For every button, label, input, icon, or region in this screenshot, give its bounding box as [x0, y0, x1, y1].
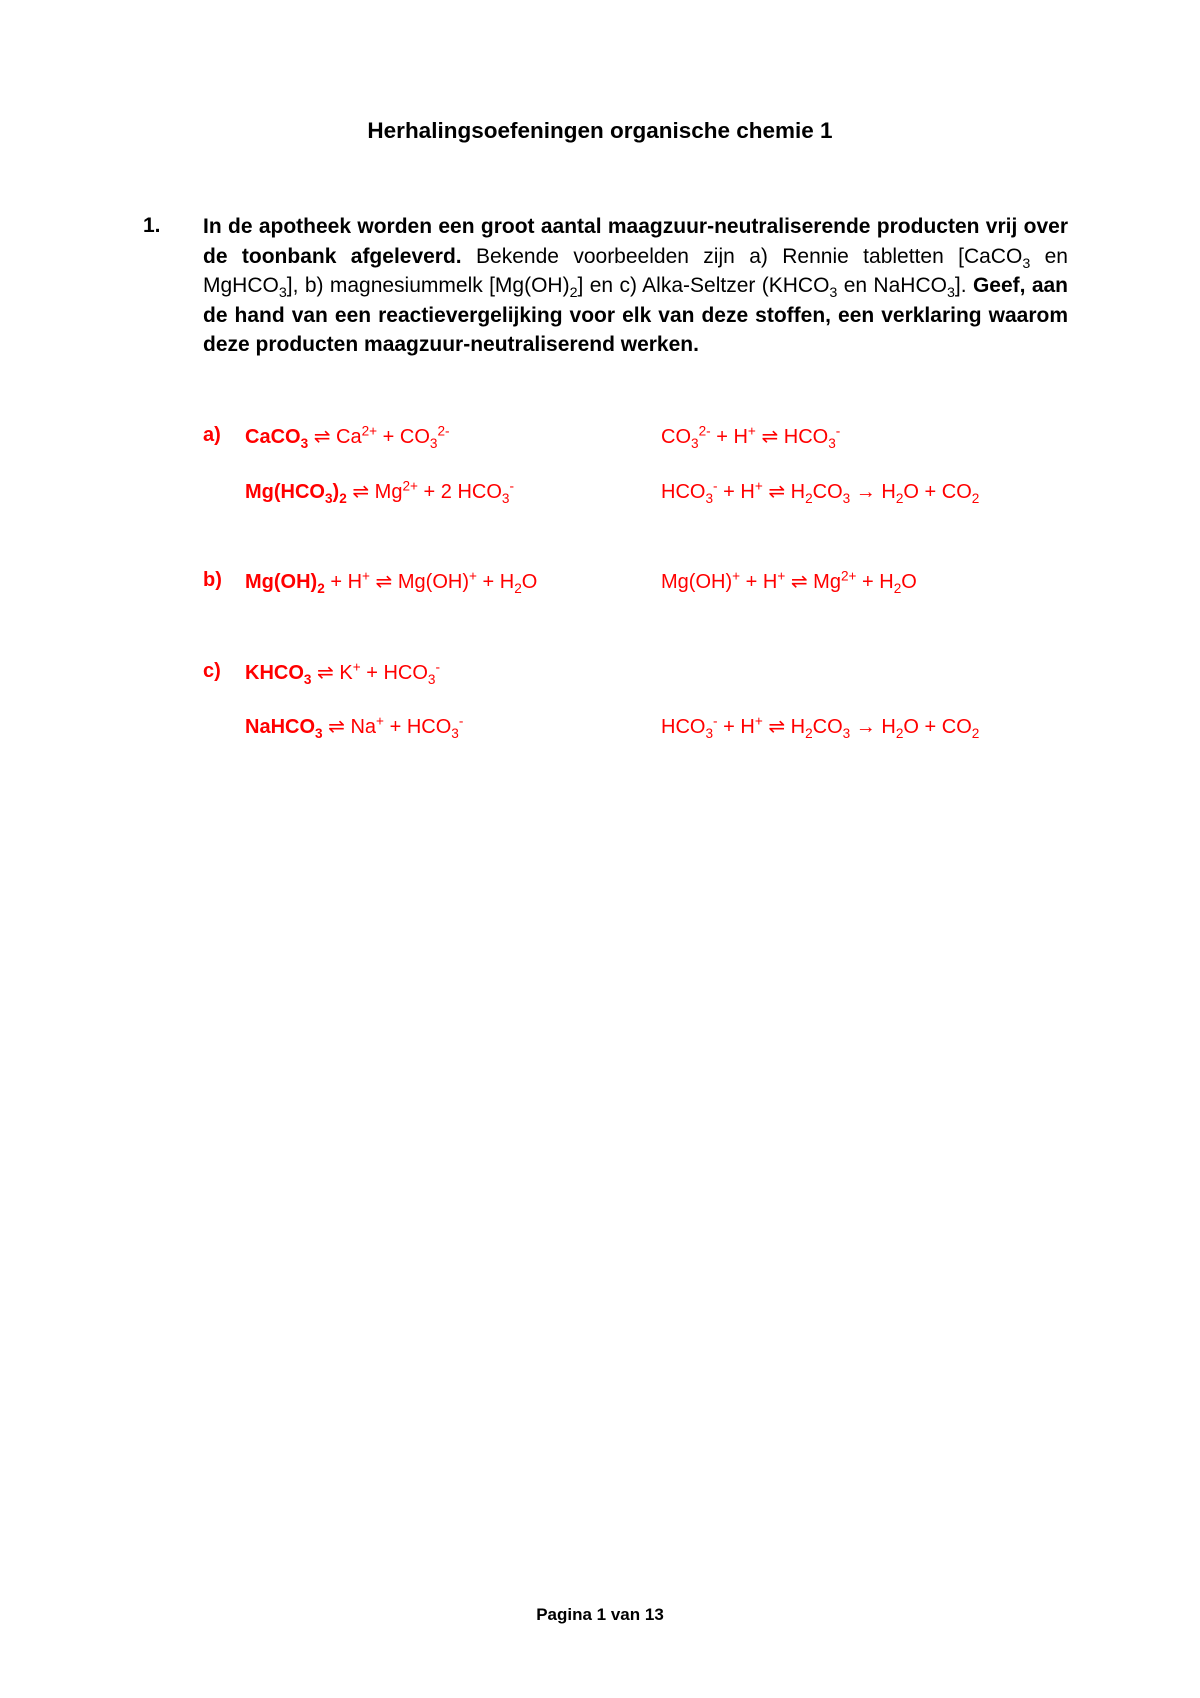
question-number: 1. — [143, 214, 161, 237]
answer-c-nahco3-dissociation: NaHCO$_3$ ⇌ $Na^+ + HCO_3^-$ — [245, 713, 464, 741]
answer-a-mghco3-dissociation: $Mg(HCO_3)_2$ ⇌ $Mg^{2+} + 2$ $HCO_3^-$ — [245, 478, 514, 506]
answer-a-hco3-reaction: $HCO_3^- + H^+$ ⇌ $H_2CO_3 \to H_2O + CO_2$ — [661, 478, 980, 506]
question-text: In de apotheek worden een groot aantal maagzuur-neutraliserende producten vrij over de toonbank afgeleverd. Bekende voorbeelden zijn a) Rennie tabletten [CaCO$_3$ en MgHCO$_3$], b) magnesiummelk $[Mg(OH)_2]$ en c) Alka-Seltzer ($KHCO_3$ en NaHCO$_3$]. Geef, aan de hand van een reactievergelijking voor elk van deze stoffen, een verklaring waarom deze producten maagzuur-neutraliserend werken. — [203, 215, 1069, 356]
answer-b-label: b) — [203, 569, 222, 591]
page-footer: Pagina 1 van 13 — [536, 1605, 664, 1624]
answer-a-eq1: a) — [203, 424, 221, 446]
answer-b-eq1: $Mg(OH)_2 + H^+$ ⇌ $Mg(OH)^+ + H_2O$ — [245, 568, 538, 596]
answer-a-caco3-dissociation: CaCO$_3$ ⇌ $Ca^{2+} + CO_3^{2-}$ — [245, 423, 450, 451]
page-title: Herhalingsoefeningen organische chemie 1 — [367, 118, 833, 143]
answer-c-khco3-dissociation: $KHCO_3$ ⇌ $K^+ + HCO_3^-$ — [245, 659, 440, 687]
answer-b-eq2: Mg(OH)+ + H+ ⇌ $Mg^{2+} + H_2O$ — [661, 568, 917, 596]
answer-c-hco3-reaction: $HCO_3^- + H^+$ ⇌ $H_2CO_3 \to H_2O + CO_2$ — [661, 713, 980, 741]
answer-c-label: c) — [203, 660, 221, 682]
answer-a-co3-protonation: $CO_3^{2-} + H^+$ ⇌ $HCO_3^-$ — [661, 423, 841, 451]
